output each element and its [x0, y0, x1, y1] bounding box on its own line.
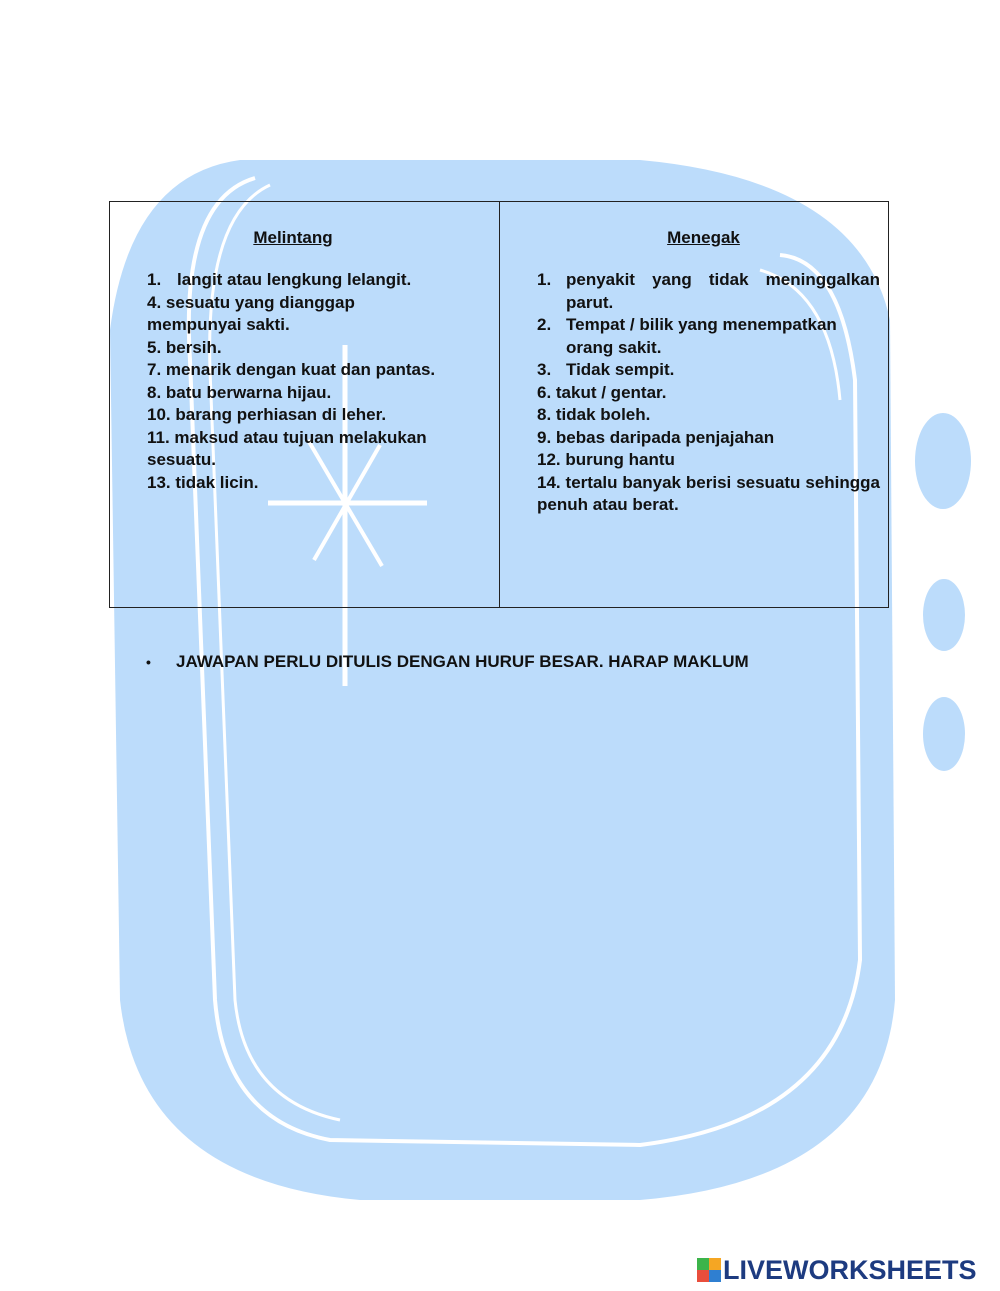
melintang-clue-8: 8. batu berwarna hijau.: [147, 382, 332, 402]
clue-text: Tempat / bilik yang menempatkan orang sakit.: [566, 315, 837, 357]
brand-name: LIVEWORKSHEETS: [723, 1254, 977, 1285]
melintang-clue-13: 13. tidak licin.: [147, 472, 259, 492]
menegak-clue-6: 6. takut / gentar.: [537, 382, 667, 402]
notice-text: JAWAPAN PERLU DITULIS DENGAN HURUF BESAR. HARAP MAKLUM: [176, 652, 749, 671]
clue-number: 3.: [537, 360, 552, 379]
melintang-clue-5: 5. bersih.: [147, 337, 222, 357]
clue-number: 2.: [537, 315, 552, 334]
clue-number: 1.: [537, 270, 552, 289]
menegak-clue-9: 9. bebas daripada penjajahan: [537, 427, 775, 447]
clue-text: langit atau lengkung lelangit.: [177, 270, 412, 289]
menegak-heading: Menegak: [667, 228, 740, 247]
melintang-column: [110, 202, 500, 607]
menegak-clue-2: [537, 314, 880, 359]
menegak-clue-14: 14. tertalu banyak berisi sesuatu sehingga penuh atau berat.: [537, 472, 880, 514]
menegak-clue-1: [537, 269, 880, 314]
clue-number: 1.: [147, 270, 162, 289]
melintang-heading: Melintang: [253, 228, 333, 247]
menegak-clue-12: 12. burung hantu: [537, 450, 675, 469]
melintang-clue-10: 10. barang perhiasan di leher.: [147, 405, 387, 424]
menegak-column: [500, 202, 888, 607]
menegak-clue-8: 8. tidak boleh.: [537, 405, 651, 424]
liveworksheets-logo-icon: [697, 1258, 721, 1282]
menegak-clue-3: [537, 359, 880, 382]
melintang-clue-7: 7. menarik dengan kuat dan pantas.: [147, 360, 436, 379]
side-oval-1: [915, 413, 971, 509]
bullet-point: •: [146, 654, 151, 670]
crossword-clue-table: [109, 201, 889, 608]
answer-notice: [146, 652, 749, 672]
side-oval-3: [923, 697, 965, 771]
liveworksheets-brand: [697, 1255, 977, 1285]
clue-text: penyakit yang tidak meninggalkan parut.: [566, 270, 880, 312]
clue-text: Tidak sempit.: [566, 360, 675, 379]
side-oval-2: [923, 579, 965, 651]
melintang-clue-11: 11. maksud atau tujuan melakukan sesuatu.: [147, 427, 427, 469]
melintang-clue-4: 4. sesuatu yang dianggap mempunyai sakti.: [147, 292, 355, 334]
melintang-clue-1: [147, 269, 489, 292]
